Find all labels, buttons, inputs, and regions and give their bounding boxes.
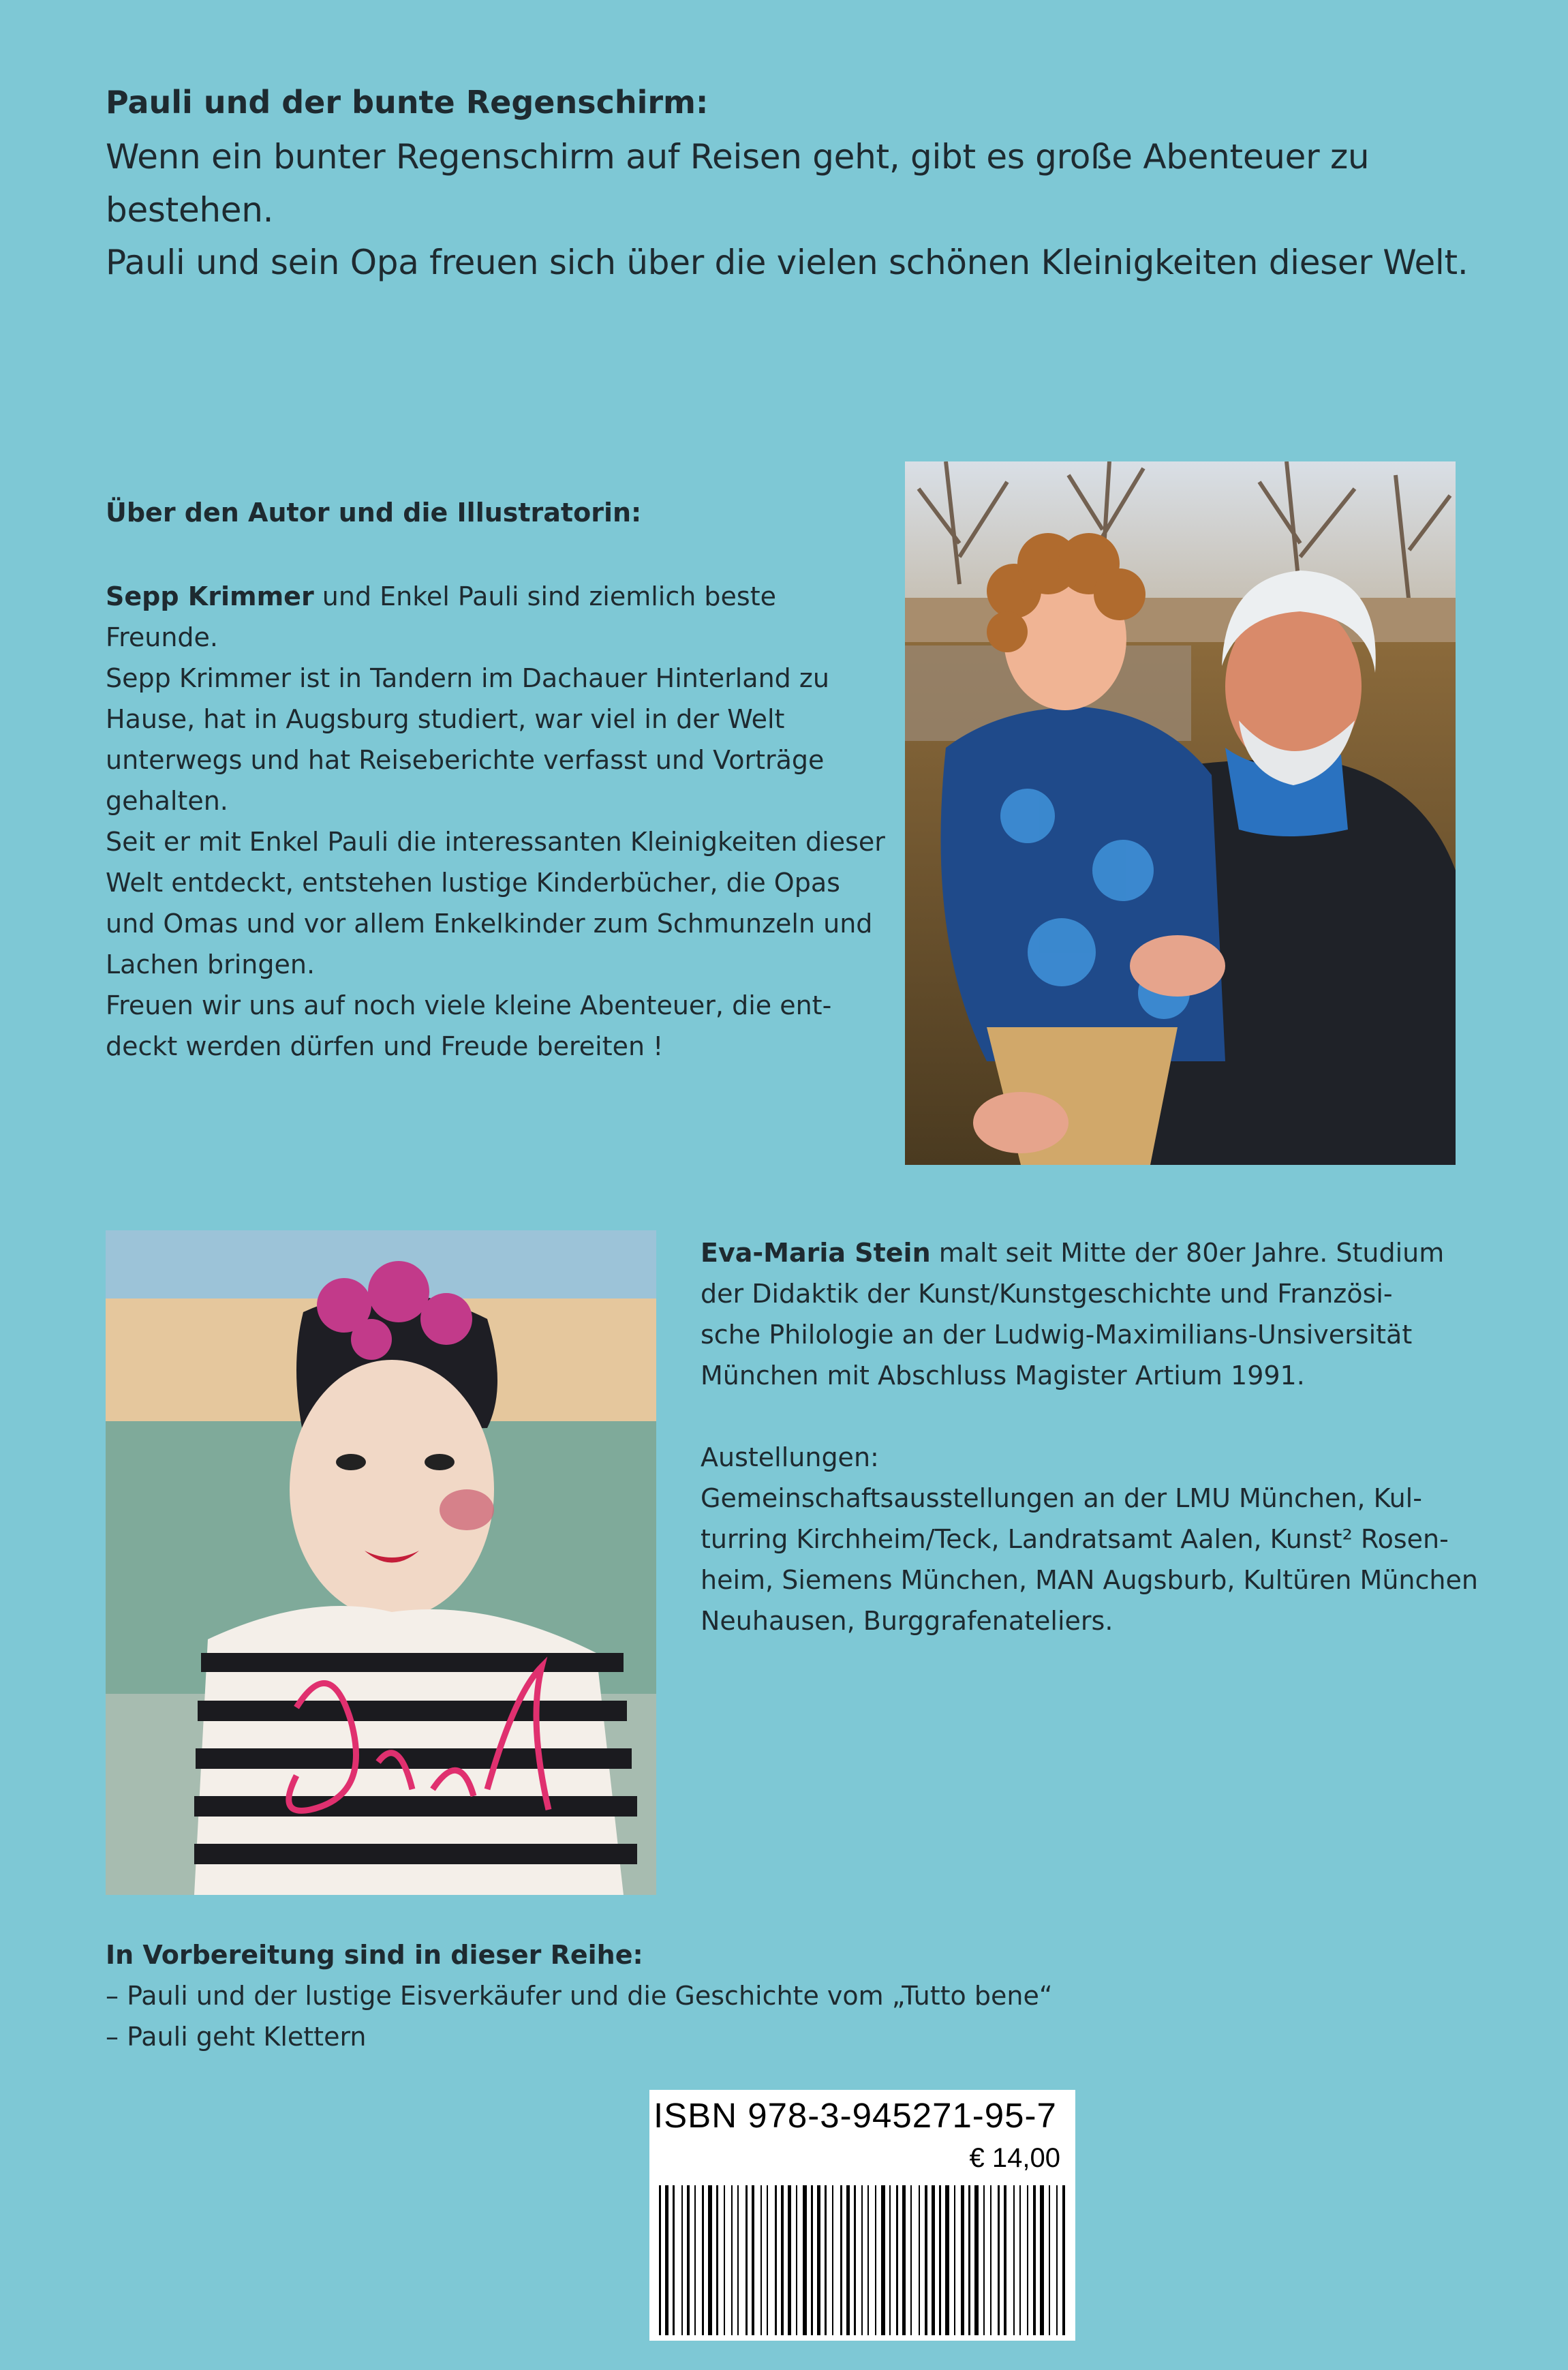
exhibitions-heading: Austellungen: <box>701 1442 879 1472</box>
author-bio <box>106 576 889 1067</box>
intro-line: Wenn ein bunter Regenschirm auf Reisen geht, gibt es große Abenteuer zu bestehen. <box>106 137 1370 230</box>
author-line: gehalten. <box>106 786 228 816</box>
series-heading: In Vorbereitung sind in dieser Reihe: <box>106 1940 643 1970</box>
barcode-box <box>649 2090 1075 2341</box>
illustrator-line: München mit Abschluss Magister Artium 1991. <box>701 1361 1305 1391</box>
author-line: Lachen bringen. <box>106 949 316 979</box>
exhibitions-line: Neuhausen, Burggrafenateliers. <box>701 1606 1113 1636</box>
exhibitions-line: turring Kirchheim/Teck, Landratsamt Aalen, Kunst² Rosen- <box>701 1524 1449 1554</box>
illustrator-name: Eva-Maria Stein <box>701 1238 931 1268</box>
author-line: und Enkel Pauli sind ziemlich beste Freunde. <box>106 581 776 652</box>
author-name: Sepp Krimmer <box>106 581 314 611</box>
series-list <box>106 1934 1400 2057</box>
illustrator-line: der Didaktik der Kunst/Kunstgeschichte und Französi- <box>701 1279 1393 1309</box>
about-heading: Über den Autor und die Illustratorin: <box>106 498 642 528</box>
author-line: Sepp Krimmer ist in Tandern im Dachauer Hinterland zu <box>106 663 829 693</box>
author-line: Welt entdeckt, entstehen lustige Kinderbücher, die Opas <box>106 868 840 898</box>
isbn-number: ISBN 978-3-945271-95-7 <box>654 2096 1057 2135</box>
series-item: – Pauli und der lustige Eisverkäufer und die Geschichte vom „Tutto bene“ <box>106 1981 1053 2011</box>
book-title: Pauli und der bunte Regenschirm: <box>106 84 709 121</box>
illustrator-line: sche Philologie an der Ludwig-Maximilians-Unsiversität <box>701 1320 1413 1350</box>
illustrator-bio <box>701 1232 1491 1641</box>
author-line: und Omas und vor allem Enkelkinder zum Schmunzeln und <box>106 909 873 939</box>
price: € 14,00 <box>969 2143 1060 2173</box>
illustrator-line: malt seit Mitte der 80er Jahre. Studium <box>930 1238 1445 1268</box>
author-line: Hause, hat in Augsburg studiert, war viel in der Welt <box>106 704 785 734</box>
author-line: Freuen wir uns auf noch viele kleine Abenteuer, die ent- <box>106 990 832 1020</box>
series-item: – Pauli geht Klettern <box>106 2022 367 2052</box>
author-line: unterwegs und hat Reiseberichte verfasst und Vorträge <box>106 745 825 775</box>
barcode-bars <box>656 2185 1069 2335</box>
author-photo <box>905 461 1456 1165</box>
book-intro <box>106 131 1523 290</box>
exhibitions-line: Gemeinschaftsausstellungen an der LMU München, Kul- <box>701 1483 1422 1513</box>
author-line: deckt werden dürfen und Freude bereiten ! <box>106 1031 664 1061</box>
author-line: Seit er mit Enkel Pauli die interessanten Kleinigkeiten dieser <box>106 827 885 857</box>
intro-line: Pauli und sein Opa freuen sich über die vielen schönen Kleinigkeiten dieser Welt. <box>106 243 1469 282</box>
illustrator-painting <box>106 1230 656 1895</box>
exhibitions-line: heim, Siemens München, MAN Augsburb, Kultüren München <box>701 1565 1478 1595</box>
